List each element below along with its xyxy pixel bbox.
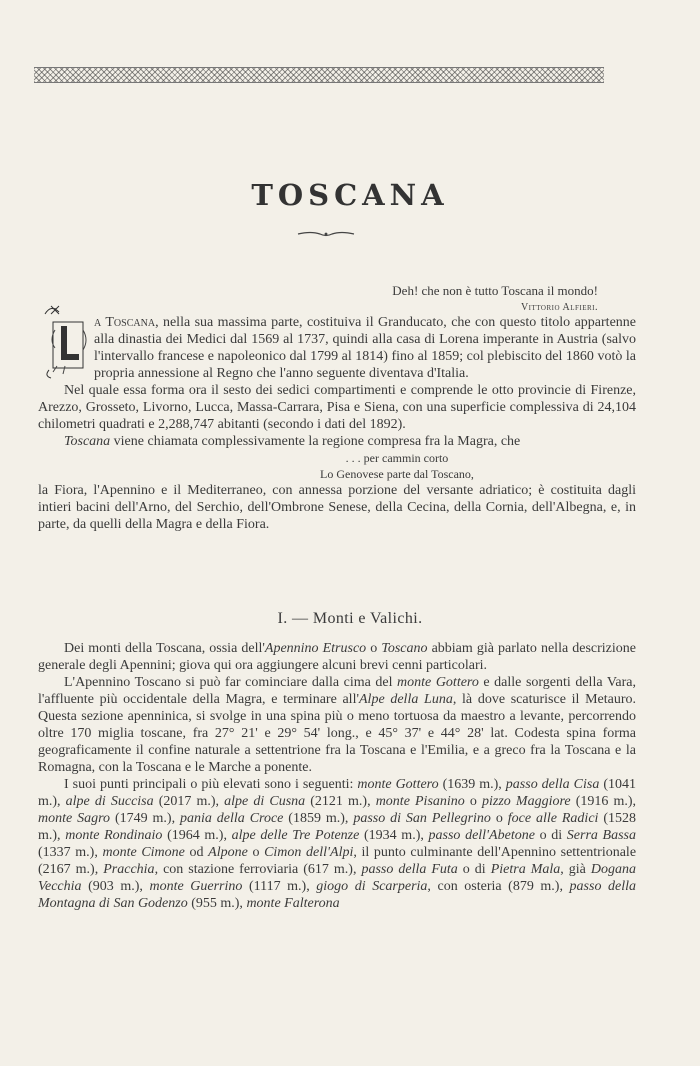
body-p3-em5: monte Pisanino <box>375 794 465 809</box>
body-p3-p: od <box>184 845 209 860</box>
body-p3-em23: giogo di Scarperia <box>316 879 428 894</box>
body-p1-em2: Toscano <box>381 641 428 656</box>
body-p3-f: o <box>464 794 483 809</box>
body-p3-w: (1117 m.), <box>242 879 317 894</box>
body-p3-em1: monte Gottero <box>357 777 439 792</box>
body-p3-o: (1337 m.), <box>38 845 103 860</box>
dante-quote <box>158 450 636 482</box>
body-p3-em7: monte Sagro <box>38 811 111 826</box>
body-p3-em24: passo della Montagna di San Godenzo <box>38 879 637 911</box>
body-p2-b: e dalle sorgenti della Vara, l'affluente più occidentale della Magra, e terminare all' <box>38 675 636 707</box>
body-p3-t: o di <box>457 862 491 877</box>
body-p3-em4: alpe di Cusna <box>224 794 306 809</box>
dante-quote-line-2: Lo Genovese parte dal Toscano, <box>320 467 474 481</box>
page-title: TOSCANA <box>251 178 449 212</box>
body-p3-b: (1639 m.), <box>438 777 506 792</box>
intro-text <box>38 314 636 533</box>
body-p3-g: (1916 m.), <box>570 794 637 809</box>
body-p2-c: , là dove scaturisce il Metauro. Questa sezione apenninica, si svolge in una spina più o meno tortuosa da maestro a levante, percorrendo oltre 170 miglia toscane, fra 27° 21' e 29° 54' long., e 45° 37' e 44° 28' lat. Codesta spina forma geograficamente il confine naturale a settentrione fra la Toscana e l'Emilia, e a greco fra la Toscana e la Romagna, con la Toscana e le Marche a ponente. <box>38 692 637 775</box>
body-p3-y: (955 m.), <box>187 896 247 911</box>
body-p3-h: (1749 m.), <box>110 811 180 826</box>
body-p3-em21: Dogana Vecchia <box>38 862 637 894</box>
body-p3-c: (1041 m.), <box>38 777 636 809</box>
body-p3-em22: monte Guerrino <box>149 879 243 894</box>
body-p3-q: o <box>247 845 265 860</box>
body-p3-d: (2017 m.), <box>153 794 225 809</box>
body-p3-em13: passo dell'Abetone <box>428 828 535 843</box>
body-p3-e: (2121 m.), <box>305 794 376 809</box>
body-p3-em10: foce alle Radici <box>507 811 599 826</box>
body-p3-em2: passo della Cisa <box>505 777 600 792</box>
epigraph <box>392 282 598 316</box>
body-p3-em16: Alpone <box>208 845 248 860</box>
section-body <box>38 640 636 912</box>
intro-paragraph-3-text: viene chiamata complessivamente la regione compresa fra la Magra, che <box>110 434 521 449</box>
body-p3-k: (1528 m.), <box>38 811 636 843</box>
section-heading: I. — Monti e Valichi. <box>277 610 423 627</box>
body-p3-j: o <box>490 811 508 826</box>
intro-paragraph-3 <box>38 433 636 450</box>
body-p2-a: L'Apennino Toscano si può far cominciare dalla cima del <box>64 675 398 690</box>
body-p3-a: I suoi punti principali o più elevati sono i seguenti: <box>64 777 358 792</box>
intro-paragraph-3-em: Toscana <box>64 434 111 449</box>
body-paragraph-2 <box>38 674 636 776</box>
body-p3-em6: pizzo Maggiore <box>482 794 571 809</box>
body-p3-v: (903 m.), <box>81 879 150 894</box>
intro-lead-word: a Toscana <box>94 315 156 330</box>
body-p3-em15: monte Cimone <box>102 845 185 860</box>
body-p2-em2: Alpe della Luna <box>359 692 453 707</box>
body-p1-c: abbiam già parlato nella descrizione generale degli Apennini; giova qui ora aggiungere alcuni brevi cenni particolari. <box>38 641 636 673</box>
body-p3-x: , con osteria (879 m.), <box>427 879 570 894</box>
body-p2-em1: monte Gottero <box>397 675 479 690</box>
body-p3-em25: monte Falterona <box>246 896 340 911</box>
body-p3-em18: Pracchia <box>103 862 155 877</box>
body-p3-em8: pania della Croce <box>180 811 284 826</box>
body-p3-em17: Cimon dell'Alpi <box>264 845 354 860</box>
header-ornamental-band <box>34 67 604 83</box>
body-p3-m: (1934 m.), <box>359 828 429 843</box>
body-p3-em11: monte Rondinaio <box>65 828 163 843</box>
dante-quote-line-1: . . . per cammin corto <box>345 451 449 465</box>
body-p3-em19: passo della Futa <box>361 862 458 877</box>
body-p3-em14: Serra Bassa <box>566 828 636 843</box>
intro-paragraph-1 <box>38 314 636 382</box>
body-p3-r: , il punto culminante dell'Apennino settentrionale (2167 m.), <box>38 845 637 877</box>
body-p1-em1: Apennino Etrusco <box>264 641 367 656</box>
title-flourish-ornament <box>296 230 356 238</box>
body-p3-n: o di <box>534 828 567 843</box>
body-p3-em20: Pietra Mala <box>490 862 561 877</box>
body-p3-l: (1964 m.), <box>162 828 232 843</box>
body-p3-em3: alpe di Succisa <box>65 794 154 809</box>
body-paragraph-1 <box>38 640 636 674</box>
body-p1-a: Dei monti della Toscana, ossia dell' <box>64 641 265 656</box>
body-p3-em12: alpe delle Tre Potenze <box>231 828 360 843</box>
body-p1-b: o <box>366 641 382 656</box>
body-p3-s: , con stazione ferroviaria (617 m.), <box>154 862 362 877</box>
body-p3-u: , già <box>560 862 591 877</box>
body-paragraph-3 <box>38 776 636 912</box>
intro-paragraph-4: la Fiora, l'Apennino e il Mediterraneo, con annessa porzione del versante adriatico; è costituita dagli intieri bacini dell'Arno, del Serchio, dell'Ombrone Senese, della Cecina, della Cornia, dell'Albegna, e, in parte, da quelli della Magra e della Fiora. <box>38 483 636 532</box>
intro-paragraph-1-text: , nella sua massima parte, costituiva il Granducato, che con questo titolo appartenne alla dinastia dei Medici dal 1569 al 1737, quindi alla casa di Lorena imperante in Austria (salvo l'intervallo francese e napoleonico dal 1799 al 1814) fino al 1859; col plebiscito del 1860 votò la propria annessione al Regno che l'anno seguente diventava d'Italia. <box>94 315 636 381</box>
epigraph-quote: Deh! che non è tutto Toscana il mondo! <box>392 283 598 298</box>
body-p3-em9: passo di San Pellegrino <box>353 811 491 826</box>
epigraph-author: Vittorio Alfieri. <box>520 302 598 313</box>
body-p3-i: (1859 m.), <box>283 811 354 826</box>
intro-paragraph-2: Nel quale essa forma ora il sesto dei sedici compartimenti e comprende le otto provincie di Firenze, Arezzo, Grosseto, Livorno, Lucca, Massa-Carrara, Pisa e Siena, con una superficie complessiva di 24,104 chilometri quadrati e 2,288,747 abitanti (secondo i dati del 1892). <box>38 383 636 432</box>
